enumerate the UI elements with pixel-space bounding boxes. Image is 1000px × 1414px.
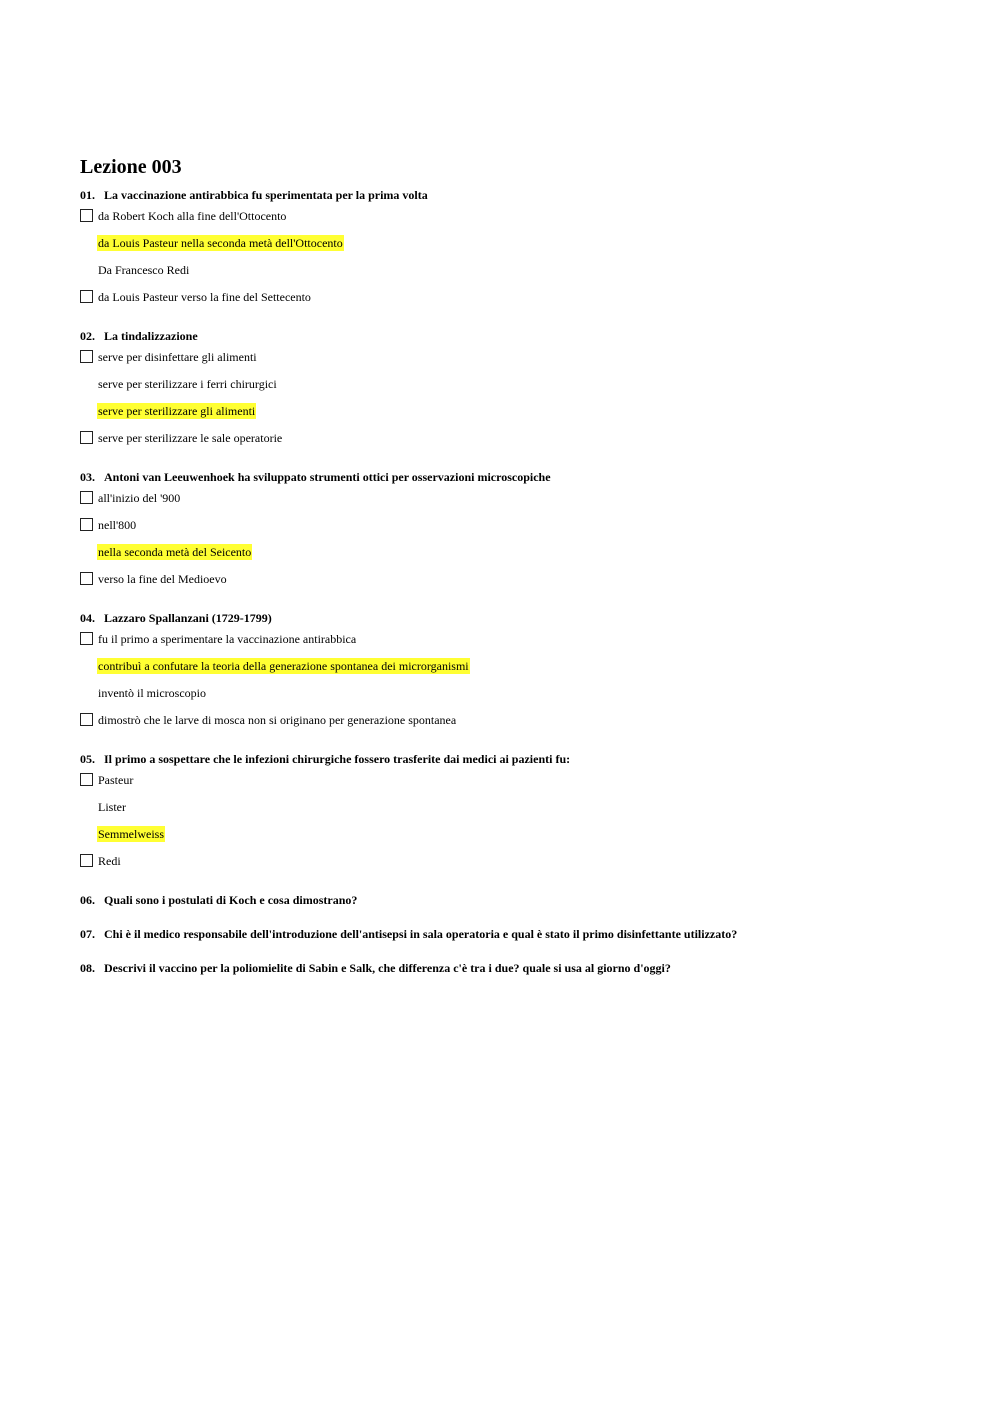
answer-option-correct: [80, 544, 940, 571]
question-2: [80, 328, 940, 457]
answer-text: da Robert Koch alla fine dell'Ottocento: [98, 209, 287, 223]
question-text: Lazzaro Spallanzani (1729-1799): [104, 611, 272, 625]
answer-text: serve per sterilizzare i ferri chirurgici: [98, 377, 277, 391]
question-number: 01.: [80, 188, 95, 202]
answer-checkbox[interactable]: [80, 572, 93, 585]
question-number: 07.: [80, 927, 95, 941]
question-heading: [80, 610, 940, 626]
question-text: La vaccinazione antirabbica fu sperimentata per la prima volta: [104, 188, 428, 202]
answer-text: Lister: [98, 800, 126, 814]
answer-text: all'inizio del '900: [98, 491, 181, 505]
answer-option: [80, 490, 940, 517]
answer-option: [80, 571, 940, 598]
answer-option: [80, 208, 940, 235]
question-text: Quali sono i postulati di Koch e cosa dimostrano?: [104, 893, 358, 907]
answer-text: fu il primo a sperimentare la vaccinazione antirabbica: [98, 632, 357, 646]
highlighted-answer-text: nella seconda metà del Seicento: [98, 545, 252, 559]
question-6: [80, 892, 940, 908]
question-7: [80, 926, 940, 942]
question-4: [80, 610, 940, 739]
answer-checkbox[interactable]: [80, 431, 93, 444]
question-number: 02.: [80, 329, 95, 343]
answer-checkbox[interactable]: [80, 854, 93, 867]
question-text: Il primo a sospettare che le infezioni chirurgiche fossero trasferite dai medici ai pazienti fu:: [104, 752, 571, 766]
answer-text: dimostrò che le larve di mosca non si originano per generazione spontanea: [98, 713, 457, 727]
answer-option: [80, 289, 940, 316]
answer-option-correct: [80, 235, 940, 262]
answer-option-correct: [80, 826, 940, 853]
answer-text: da Louis Pasteur verso la fine del Settecento: [98, 290, 311, 304]
lesson-title: Lezione 003: [80, 156, 182, 178]
answer-option-correct: [80, 403, 940, 430]
question-text: La tindalizzazione: [104, 329, 198, 343]
answer-checkbox[interactable]: [80, 491, 93, 504]
answer-option: [80, 853, 940, 880]
answer-checkbox[interactable]: [80, 350, 93, 363]
answer-option: [80, 712, 940, 739]
question-number: 08.: [80, 961, 95, 975]
question-heading: [80, 960, 940, 976]
question-heading: [80, 751, 940, 767]
answer-text: verso la fine del Medioevo: [98, 572, 227, 586]
answer-text: nell'800: [98, 518, 137, 532]
answer-text: serve per disinfettare gli alimenti: [98, 350, 257, 364]
answer-text: Redi: [98, 854, 121, 868]
question-number: 06.: [80, 893, 95, 907]
question-number: 03.: [80, 470, 95, 484]
question-text: Chi è il medico responsabile dell'introduzione dell'antisepsi in sala operatoria e qual è stato il primo disinfettante utilizzato?: [104, 927, 738, 941]
question-5: [80, 751, 940, 880]
question-1: [80, 187, 940, 316]
answer-option: [80, 517, 940, 544]
answer-checkbox[interactable]: [80, 773, 93, 786]
answer-option: [80, 262, 940, 289]
answer-option: [80, 430, 940, 457]
answer-text: serve per sterilizzare le sale operatorie: [98, 431, 283, 445]
answer-text: Pasteur: [98, 773, 134, 787]
question-heading: [80, 926, 940, 942]
answer-checkbox[interactable]: [80, 518, 93, 531]
answer-text: inventò il microscopio: [98, 686, 206, 700]
highlighted-answer-text: da Louis Pasteur nella seconda metà dell'Ottocento: [98, 236, 343, 250]
question-text: Antoni van Leeuwenhoek ha sviluppato strumenti ottici per osservazioni microscopiche: [104, 470, 551, 484]
answer-option: [80, 631, 940, 658]
question-8: [80, 960, 940, 976]
question-list: [80, 187, 940, 976]
answer-option-correct: [80, 658, 940, 685]
answer-checkbox[interactable]: [80, 290, 93, 303]
document-page: [80, 153, 940, 994]
answer-option: [80, 772, 940, 799]
answer-text: Da Francesco Redi: [98, 263, 190, 277]
answer-checkbox[interactable]: [80, 209, 93, 222]
answer-option: [80, 376, 940, 403]
answer-option: [80, 799, 940, 826]
answer-checkbox[interactable]: [80, 632, 93, 645]
question-number: 05.: [80, 752, 95, 766]
question-heading: [80, 328, 940, 344]
answer-checkbox[interactable]: [80, 713, 93, 726]
question-heading: [80, 892, 940, 908]
highlighted-answer-text: Semmelweiss: [98, 827, 164, 841]
question-number: 04.: [80, 611, 95, 625]
answer-option: [80, 685, 940, 712]
answer-option: [80, 349, 940, 376]
highlighted-answer-text: serve per sterilizzare gli alimenti: [98, 404, 256, 418]
highlighted-answer-text: contribuì a confutare la teoria della generazione spontanea dei microrganismi: [98, 659, 469, 673]
question-heading: [80, 469, 940, 485]
question-3: [80, 469, 940, 598]
question-heading: [80, 187, 940, 203]
question-text: Descrivi il vaccino per la poliomielite di Sabin e Salk, che differenza c'è tra i due? quale si usa al giorno d'oggi?: [104, 961, 671, 975]
